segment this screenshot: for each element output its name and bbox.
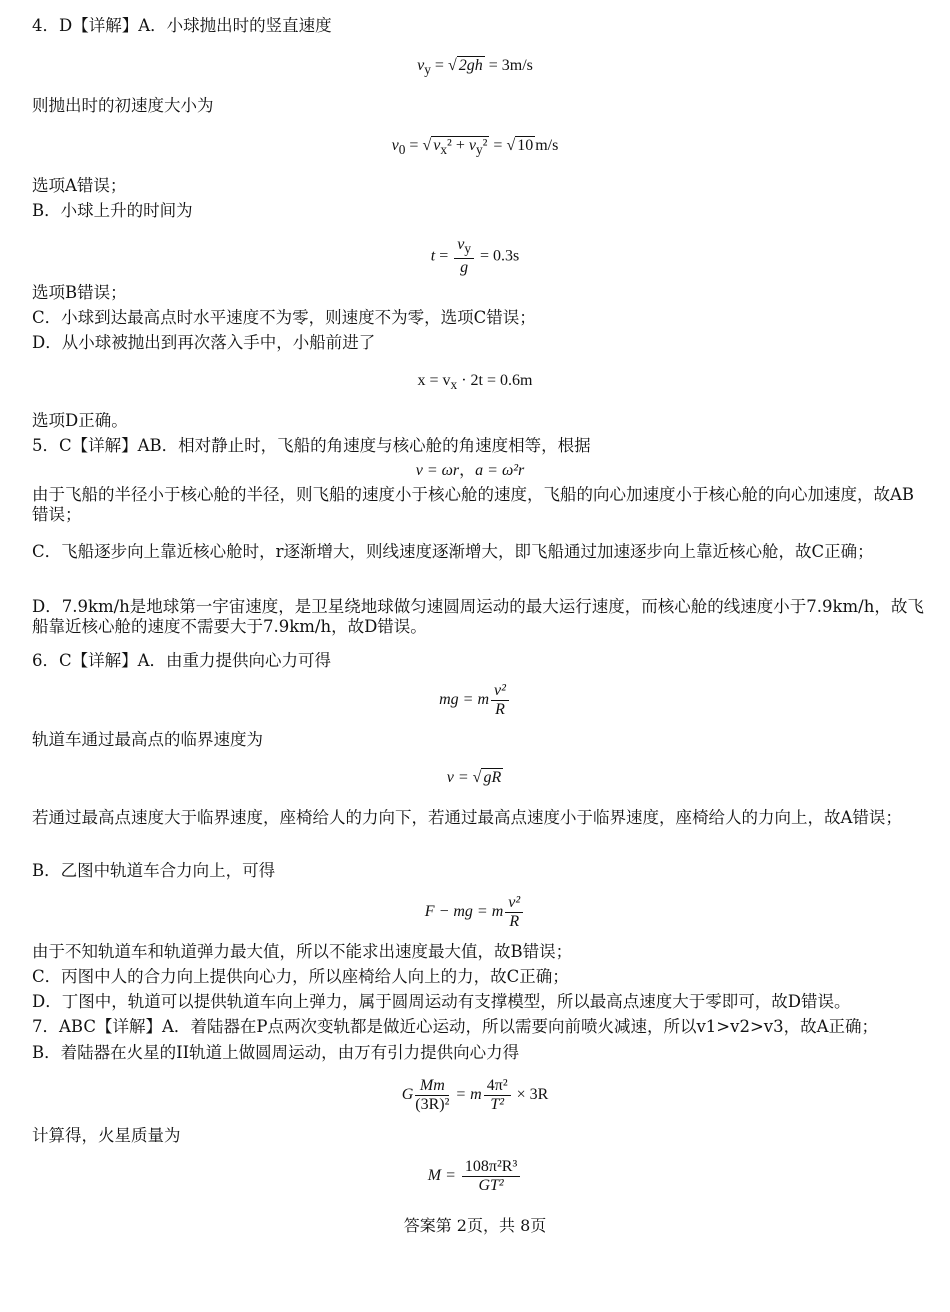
q7-option-b: B．着陆器在火星的II轨道上做圆周运动，由万有引力提供向心力得 xyxy=(32,1043,520,1062)
eq-critical-speed: v = √ gR xyxy=(446,769,502,786)
q4-text-8: 选项D正确。 xyxy=(32,411,128,430)
q4-text-5: 选项B错误； xyxy=(32,283,127,302)
q7-text-2: 计算得，火星质量为 xyxy=(32,1126,181,1145)
eq-rise-time: t = $\frac{v_y}{g}$ = 0.3s xyxy=(430,236,520,277)
q4-heading: 4．D【详解】A．小球抛出时的竖直速度 xyxy=(32,16,332,35)
q6-option-a: 若通过最高点速度大于临界速度，座椅给人的力向下，若通过最高点速度小于临界速度，座椅给人的力向上，故A错误； xyxy=(32,808,902,827)
q5-option-d: D．7.9km/h是地球第一宇宙速度，是卫星绕地球做匀速圆周运动的最大运行速度，而核心舱的线速度小于7.9km/h，故飞船靠近核心舱的速度不需要大于7.9km/h，故D错误。 xyxy=(32,597,924,636)
eq-mars-mass: M = $\frac{\text{108π²R³}}{\text{GT²}}$ xyxy=(0,1158,950,1195)
q6-option-c: C．丙图中人的合力向上提供向心力，所以座椅给人向上的力，故C正确； xyxy=(32,967,569,986)
q6-option-d: D．丁图中，轨道可以提供轨道车向上弹力，属于圆周运动有支撑模型，所以最高点速度大于零即可，故D错误。 xyxy=(32,992,851,1011)
q6-option-b: B．乙图中轨道车合力向上，可得 xyxy=(32,861,276,880)
eq-gravity-centripetal: mg = m $\frac{\text{v²}}{R}$ xyxy=(0,682,950,719)
q4-option-c: C．小球到达最高点时水平速度不为零，则速度不为零，选项C错误； xyxy=(32,308,536,327)
q6-text-2: 轨道车通过最高点的临界速度为 xyxy=(32,730,263,749)
q7-heading: 7．ABC【详解】A．着陆器在P点两次变轨都是做近心运动，所以需要向前喷火减速，所以v1>v2>v3，故A正确； xyxy=(32,1017,879,1036)
q5-heading: 5．C【详解】AB．相对静止时，飞船的角速度与核心舱的角速度相等，根据 xyxy=(32,436,591,455)
q6-heading: 6．C【详解】A．由重力提供向心力可得 xyxy=(32,651,332,670)
eq-omega: v = ωr，a = ω²r xyxy=(415,462,525,479)
eq-initial-velocity: $v_0$ = √ $v_x^2 + v_y^2$ = √ 10 m/s xyxy=(391,137,559,158)
page-footer: 答案第 2页，共 8页 xyxy=(403,1216,547,1235)
q4-text-4: B．小球上升的时间为 xyxy=(32,201,193,220)
q6-text-b2: 由于不知轨道车和轨道弹力最大值，所以不能求出速度最大值，故B错误； xyxy=(32,942,573,961)
eq-net-force: F − mg = m $\frac{\text{v²}}{R}$ xyxy=(0,894,950,931)
q4-text-3: 选项A错误； xyxy=(32,176,127,195)
q5-option-c: C．飞船逐步向上靠近核心舱时，r逐渐增大，则线速度逐渐增大，即飞船通过加速逐步向上靠近核心舱，故C正确； xyxy=(32,542,874,561)
q4-option-d: D．从小球被抛出到再次落入手中，小船前进了 xyxy=(32,333,376,352)
eq-boat-distance: $x = v_x \cdot 2t = 0.6m$ xyxy=(417,372,533,393)
q4-text-2: 则抛出时的初速度大小为 xyxy=(32,96,214,115)
eq-gravitation: G $\frac{Mm}{\text{(3R)²}}$ = m $\frac{\text{4π²}}{\text{T²}}$ × 3R xyxy=(401,1077,549,1113)
q5-text-2: 由于飞船的半径小于核心舱的半径，则飞船的速度小于核心舱的速度，飞船的向心加速度小于核心舱的向心加速度，故AB错误； xyxy=(32,485,915,524)
eq-vertical-velocity: $v_y$ = √ 2gh = 3m/s xyxy=(417,57,533,78)
